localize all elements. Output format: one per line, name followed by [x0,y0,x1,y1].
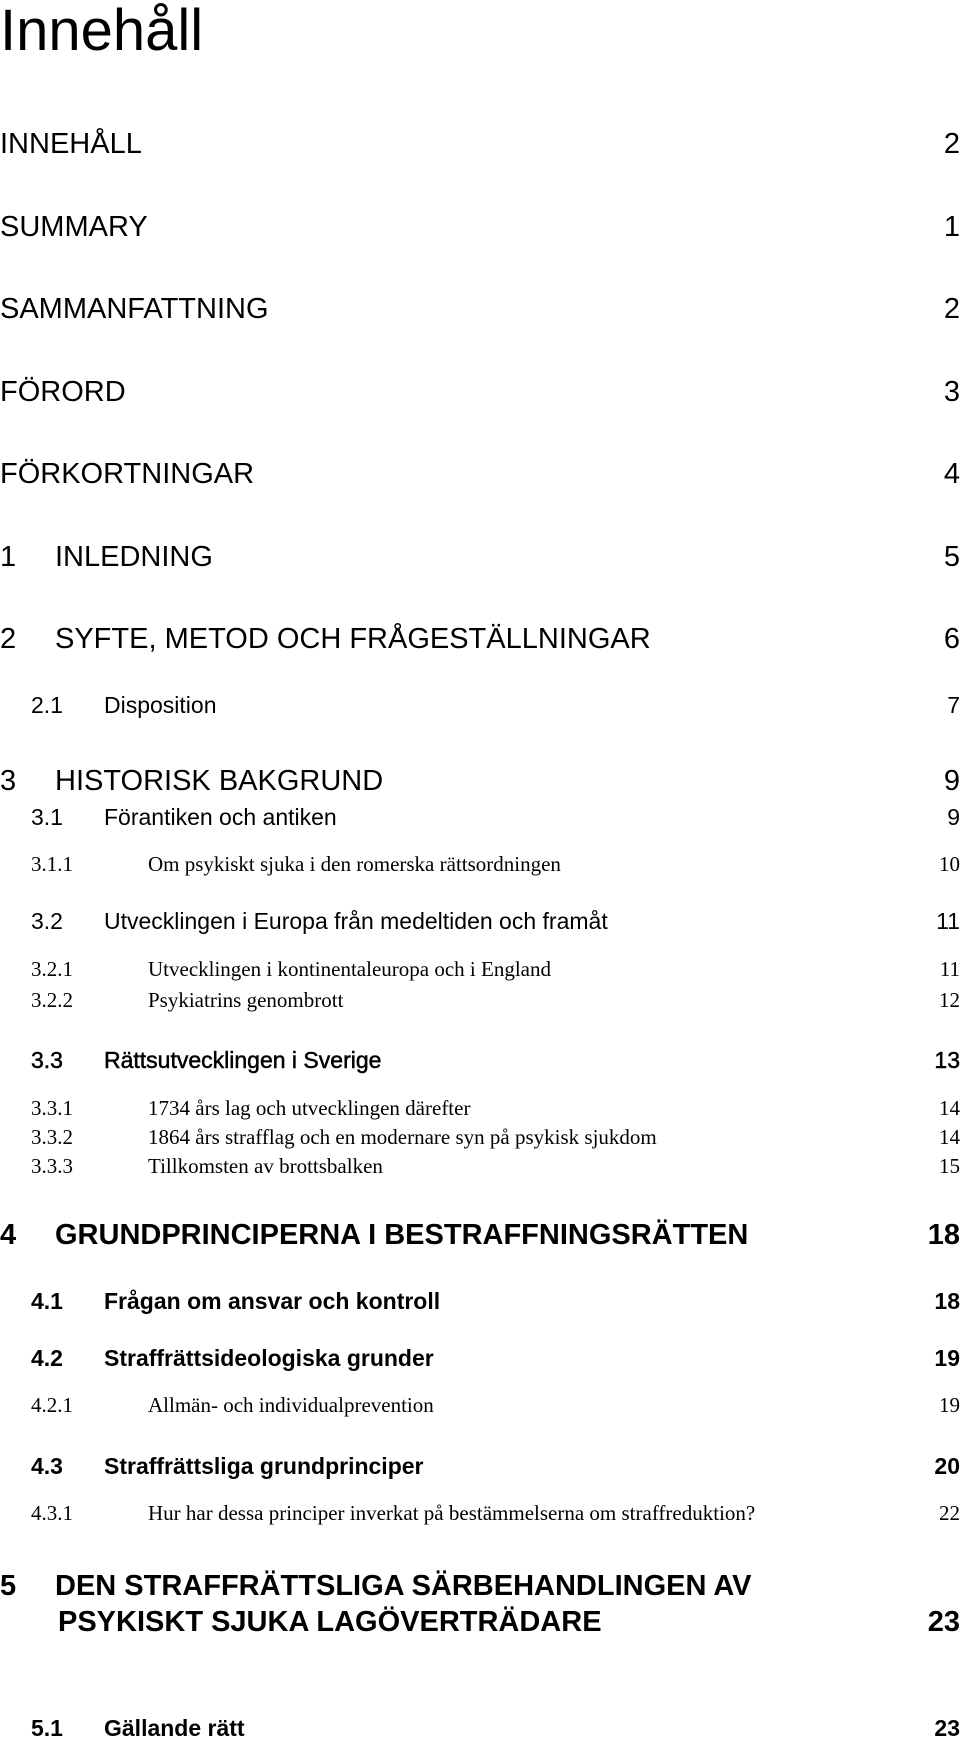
toc-number: 3.3.2 [31,1125,73,1149]
toc-number: 5 [0,1570,17,1602]
toc-number: 2 [0,623,17,655]
toc-number: 3.1 [31,804,63,830]
toc-label-continued: PSYKISKT SJUKA LAGÖVERTRÄDARE [58,1606,602,1638]
toc-page-number: 2 [943,293,960,325]
toc-label: Hur har dessa principer inverkat på bestämmelserna om straffreduktion? [148,1501,756,1525]
toc-page-number: 14 [939,1096,960,1120]
toc-entry[interactable] [0,764,960,798]
toc-number: 3.3 [31,1047,63,1073]
toc-number: 4.3.1 [31,1501,73,1525]
toc-label: HISTORISK BAKGRUND [55,765,384,797]
toc-label: Om psykiskt sjuka i den romerska rättsordningen [148,852,561,876]
toc-label: DEN STRAFFRÄTTSLIGA SÄRBEHANDLINGEN AV [55,1570,752,1602]
toc-number: 3 [0,765,17,797]
toc-entry[interactable] [0,1218,960,1252]
toc-entry[interactable] [0,210,960,244]
toc-label: Gällande rätt [104,1715,245,1741]
toc-number: 3.2 [31,908,63,934]
toc-label: SYFTE, METOD OCH FRÅGESTÄLLNINGAR [55,623,651,655]
toc-page-number: 11 [936,908,960,934]
toc-entry[interactable] [0,1714,960,1742]
toc-label: GRUNDPRINCIPERNA I BESTRAFFNINGSRÄTTEN [55,1219,749,1251]
toc-entry[interactable] [0,1392,960,1418]
toc-label: Rättsutvecklingen i Sverige [104,1047,382,1073]
toc-page-number: 13 [934,1047,960,1073]
toc-page-number: 23 [927,1606,960,1638]
toc-label: Frågan om ansvar och kontroll [104,1288,441,1314]
toc-entry[interactable] [0,907,960,935]
toc-page-number: 1 [943,211,960,243]
toc-page-number: 18 [934,1288,960,1314]
toc-page-number: 3 [943,376,960,408]
toc-label: FÖRORD [0,376,126,408]
toc-page-number: 4 [943,458,960,490]
toc-entry[interactable] [0,803,960,831]
toc-page-number: 18 [927,1219,960,1251]
toc-label: Allmän- och individualprevention [148,1393,434,1417]
toc-number: 5.1 [31,1715,63,1741]
toc-number: 4 [0,1219,17,1251]
toc-entry[interactable] [0,1124,960,1150]
toc-label: Psykiatrins genombrott [148,988,344,1012]
toc-label: SUMMARY [0,211,148,243]
toc-entry[interactable] [0,691,960,719]
toc-entry[interactable] [0,1153,960,1179]
toc-entry[interactable] [0,1569,960,1639]
toc-page-number: 14 [939,1125,960,1149]
toc-label: Utvecklingen i kontinentaleuropa och i England [148,957,551,981]
toc-number: 1 [0,541,17,573]
toc-entry[interactable] [0,1287,960,1315]
toc-label: INLEDNING [55,541,213,573]
toc-page-number: 7 [947,692,960,718]
toc-entry[interactable] [0,1095,960,1121]
toc-number: 3.2.2 [31,988,73,1012]
toc-page-number: 11 [939,957,960,981]
toc-entry[interactable] [0,457,960,491]
toc-entry[interactable] [0,540,960,574]
toc-number: 4.2 [31,1345,63,1371]
toc-entry[interactable] [0,987,960,1013]
toc-entry[interactable] [0,956,960,982]
toc-entry[interactable] [0,1500,960,1526]
toc-label: Förantiken och antiken [104,804,337,830]
toc-number: 3.2.1 [31,957,73,981]
toc-entry[interactable] [0,622,960,656]
toc-label: Straffrättsideologiska grunder [104,1345,434,1371]
toc-number: 3.3.1 [31,1096,73,1120]
toc-label: FÖRKORTNINGAR [0,458,255,490]
toc-page-number: 19 [939,1393,960,1417]
toc-entry[interactable] [0,1344,960,1372]
toc-entry[interactable] [0,375,960,409]
toc-page-number: 15 [939,1154,960,1178]
toc-page-number: 10 [939,852,960,876]
toc-label: Disposition [104,692,217,718]
toc-entry[interactable] [0,127,960,161]
toc-label: Straffrättsliga grundprinciper [104,1453,424,1479]
toc-label: SAMMANFATTNING [0,293,269,325]
toc-page-number: 9 [947,804,960,830]
toc-label: Utvecklingen i Europa från medeltiden och framåt [104,908,608,934]
toc-number: 3.1.1 [31,852,73,876]
toc-page-number: 9 [943,765,960,797]
toc-page-number: 20 [934,1453,960,1479]
toc-page-number: 12 [939,988,960,1012]
toc-page-number: 19 [934,1345,960,1371]
toc-page-number: 5 [943,541,960,573]
toc-label: Tillkomsten av brottsbalken [148,1154,383,1178]
toc-entry[interactable] [0,1046,960,1074]
toc-label: 1734 års lag och utvecklingen därefter [148,1096,471,1120]
toc-page-number: 23 [934,1715,960,1741]
toc-entry[interactable] [0,292,960,326]
toc-page-number: 22 [939,1501,960,1525]
toc-label: INNEHÅLL [0,128,142,160]
toc-number: 4.1 [31,1288,63,1314]
toc-number: 4.3 [31,1453,63,1479]
toc-page-number: 2 [943,128,960,160]
toc-page-number: 6 [943,623,960,655]
toc-number: 4.2.1 [31,1393,73,1417]
toc-entry[interactable] [0,851,960,877]
toc-number: 2.1 [31,692,63,718]
page-title: Innehåll [0,0,204,63]
toc-number: 3.3.3 [31,1154,73,1178]
toc-label: 1864 års strafflag och en modernare syn på psykisk sjukdom [148,1125,657,1149]
toc-entry[interactable] [0,1452,960,1480]
